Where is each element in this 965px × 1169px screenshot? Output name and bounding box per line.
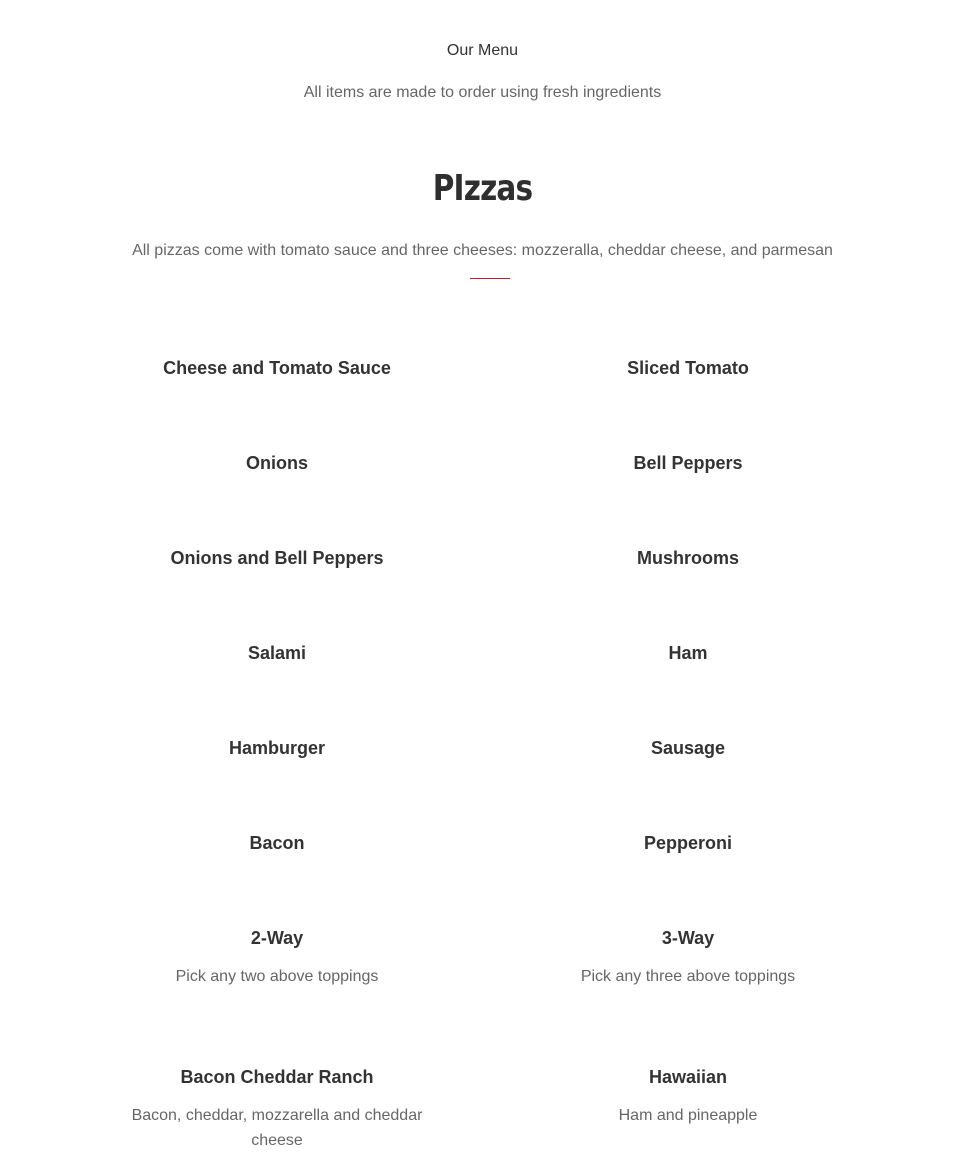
menu-item-name: Cheese and Tomato Sauce	[163, 358, 391, 378]
menu-item-name: Salami	[247, 643, 307, 663]
menu-item-name: Hawaiian	[648, 1067, 728, 1087]
menu-item-name: Ham	[668, 643, 708, 663]
menu-item-pepperoni	[538, 832, 838, 854]
menu-item-sliced-tomato	[538, 357, 838, 379]
menu-item-hawaiian	[538, 1066, 838, 1128]
menu-item-mushrooms	[538, 547, 838, 569]
menu-item-description: Ham and pineapple	[618, 1107, 758, 1124]
menu-subtitle: All items are made to order using fresh ingredients	[303, 84, 662, 101]
menu-item-name: 2-Way	[250, 928, 304, 948]
menu-item-name: Pepperoni	[643, 833, 732, 853]
pizzas-section-description: All pizzas come with tomato sauce and three cheeses: mozzeralla, cheddar cheese, and parmesan	[132, 242, 833, 259]
menu-item-onions	[127, 452, 427, 474]
menu-item-name: Bacon	[249, 833, 305, 853]
menu-item-name: Onions and Bell Peppers	[170, 548, 384, 568]
menu-item-3-way	[538, 927, 838, 989]
menu-item-description: Bacon, cheddar, mozzarella and cheddar cheese	[131, 1107, 423, 1149]
pizzas-section-title: PIzzas	[432, 168, 533, 209]
menu-item-ham	[538, 642, 838, 664]
menu-item-salami	[127, 642, 427, 664]
menu-item-hamburger	[127, 737, 427, 759]
menu-item-description: Pick any three above toppings	[580, 968, 796, 985]
menu-item-2-way	[127, 927, 427, 989]
menu-item-sausage	[538, 737, 838, 759]
menu-item-name: Mushrooms	[636, 548, 739, 568]
menu-item-bacon	[127, 832, 427, 854]
menu-item-name: 3-Way	[661, 928, 715, 948]
menu-item-name: Sliced Tomato	[627, 358, 749, 378]
menu-item-name: Sausage	[650, 738, 726, 758]
menu-item-name: Bell Peppers	[633, 453, 743, 473]
menu-item-description: Pick any two above toppings	[175, 968, 379, 985]
menu-title: Our Menu	[446, 42, 519, 59]
menu-item-bacon-cheddar-ranch	[127, 1066, 427, 1153]
menu-item-onions-and-bell-peppers	[127, 547, 427, 569]
menu-item-name: Onions	[246, 453, 308, 473]
menu-item-bell-peppers	[538, 452, 838, 474]
menu-item-cheese-and-tomato-sauce	[127, 357, 427, 379]
menu-item-name: Hamburger	[228, 738, 326, 758]
menu-item-name: Bacon Cheddar Ranch	[180, 1067, 374, 1087]
